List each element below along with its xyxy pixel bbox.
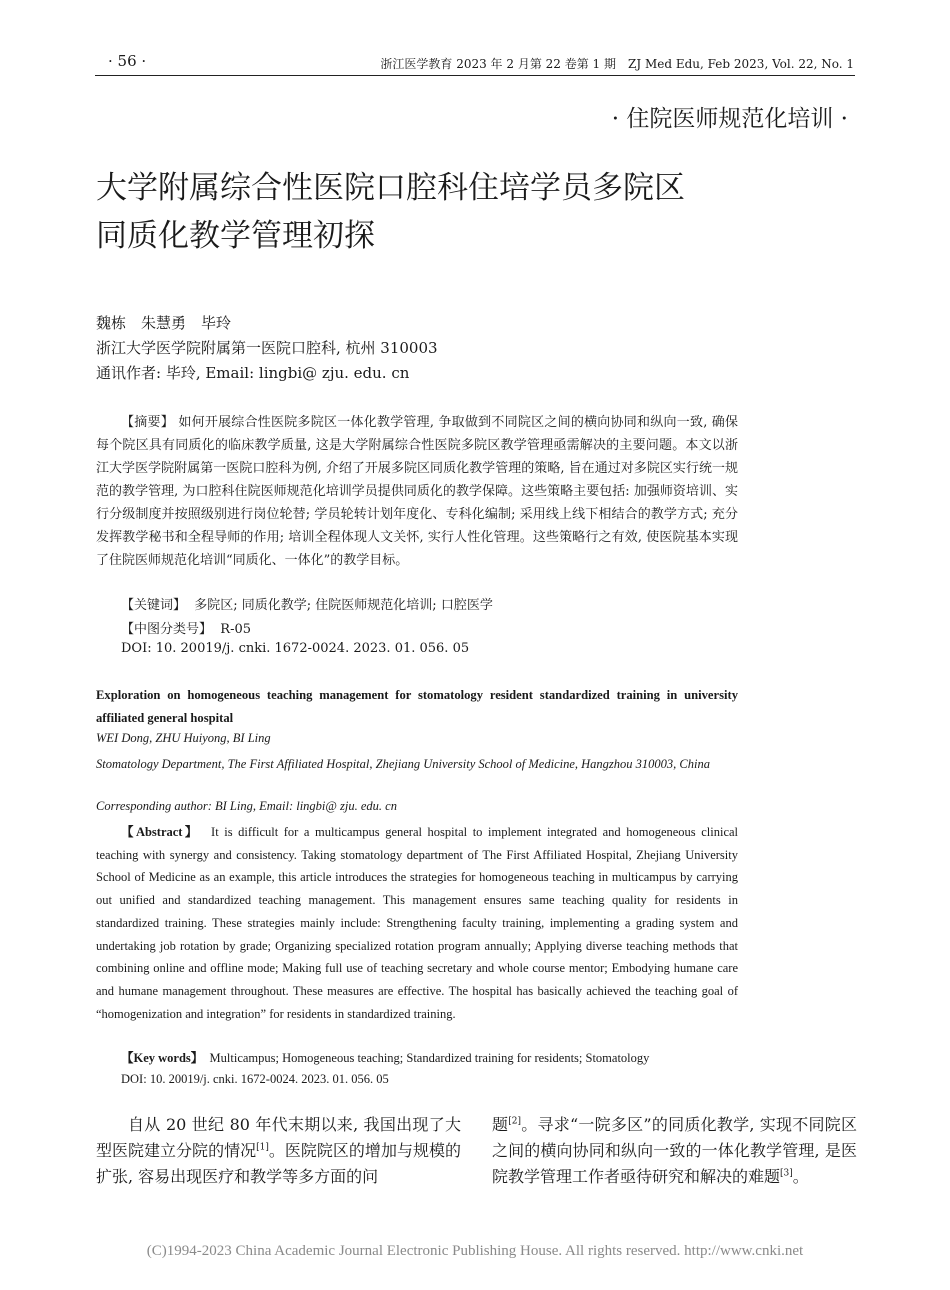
classification-code: R-05 bbox=[220, 622, 252, 637]
abstract-cn bbox=[96, 411, 738, 572]
keywords-cn-text: 多院区; 同质化教学; 住院医师规范化培训; 口腔医学 bbox=[194, 598, 493, 613]
affiliation: 浙江大学医学院附属第一医院口腔科, 杭州 310003 bbox=[96, 339, 438, 357]
citation-1[interactable]: [1] bbox=[256, 1142, 269, 1153]
page-number: · 56 · bbox=[108, 52, 147, 70]
body-text: 自从 20 世纪 80 年代末期以来, 我国出现了大型医院建立分院的情况 bbox=[96, 1115, 461, 1160]
english-title: Exploration on homogeneous teaching management for stomatology resident standardized training in university affiliated general hospital bbox=[96, 688, 738, 725]
keywords-en-text: Multicampus; Homogeneous teaching; Standardized training for residents; Stomatology bbox=[209, 1051, 650, 1065]
abstract-en-label: 【Abstract】 bbox=[121, 825, 200, 839]
body-column-right bbox=[492, 1112, 857, 1190]
corresponding-author: 通讯作者: 毕玲, Email: lingbi@ zju. edu. cn bbox=[96, 364, 410, 382]
english-authors: WEI Dong, ZHU Huiyong, BI Ling bbox=[96, 731, 271, 745]
citation-2[interactable]: [2] bbox=[508, 1116, 521, 1127]
doi-en: DOI: 10. 20019/j. cnki. 1672-0024. 2023. 01. 056. 05 bbox=[121, 1072, 389, 1086]
keywords-cn-label: 【关键词】 bbox=[121, 598, 187, 613]
article-title bbox=[96, 164, 796, 260]
abstract-en-text: It is difficult for a multicampus general hospital to implement integrated and homogeneous clinical teaching with synergy and consistency. Taking stomatology department of The First Affiliated Hospital, Zhejiang University School of Medicine as an example, this article introduces the strategies for homogeneous teaching in multicampus by carrying out unified and standardized teaching management. This management ensures same teaching quality for residents in standardized training. These strategies mainly include: Strengthening faculty training, implementing a grading system and undertaking job rotation by grade; Organizing specialized rotation program annually; Applying diverse teaching methods that combining online and offline mode; Making full use of teaching secretary and whole course mentor; Embodying humane care and humane management throughout. These measures are effective. The hospital has basically achieved the teaching goal of “homogenization and integration” for residents in standardized training. bbox=[96, 825, 739, 1021]
keywords-en bbox=[121, 1048, 649, 1066]
body-text: 。医院院区的增加与规模的扩张, 容易出现医疗和教学等多方面的问 bbox=[96, 1141, 461, 1186]
keywords-cn bbox=[121, 594, 493, 613]
abstract-cn-label: 【摘要】 bbox=[121, 415, 174, 430]
classification-cn bbox=[121, 618, 251, 637]
body-text: 题 bbox=[492, 1115, 509, 1134]
body-text: 。 bbox=[792, 1167, 809, 1186]
copyright-footer: (C)1994-2023 China Academic Journal Electronic Publishing House. All rights reserved. http://www.cnki.net bbox=[146, 1243, 804, 1259]
keywords-en-label: 【Key words】 bbox=[121, 1051, 204, 1065]
abstract-cn-text: 如何开展综合性医院多院区一体化教学管理, 争取做到不同院区之间的横向协同和纵向一致, 确保每个院区具有同质化的临床教学质量, 这是大学附属综合性医院多院区教学管理亟需解决的主要问题。本文以浙江大学医学院附属第一医院口腔科为例, 介绍了开展多院区同质化教学管理的策略, 旨在通过对多院区实行统一规范的教学管理, 为口腔科住院医师规范化培训学员提供同质化的教学保障。这些策略主要包括: 加强师资培训、实行分级制度并按照级别进行岗位轮替; 学员轮转计划年度化、专科化编制; 采用线上线下相结合的教学方式; 充分发挥教学秘书和全程导师的作用; 培训全程体现人文关怀, 实行人性化管理。这些策略行之有效, 使医院基本实现了住院医师规范化培训“同质化、一体化”的教学目标。 bbox=[96, 415, 738, 568]
classification-label: 【中图分类号】 bbox=[121, 622, 213, 637]
running-head: 浙江医学教育 2023 年 2 月第 22 卷第 1 期 ZJ Med Edu, Feb 2023, Vol. 22, No. 1 bbox=[380, 57, 854, 71]
header-rule bbox=[95, 75, 855, 76]
citation-3[interactable]: [3] bbox=[780, 1168, 793, 1179]
body-column-left bbox=[96, 1112, 461, 1190]
body-paragraph-1-cont bbox=[492, 1112, 857, 1190]
abstract-en bbox=[96, 821, 738, 1025]
body-paragraph-1 bbox=[96, 1112, 461, 1190]
column-label: · 住院医师规范化培训 · bbox=[611, 106, 848, 132]
body-text: 。寻求“一院多区”的同质化教学, 实现不同院区之间的横向协同和纵向一致的一体化教学管理, 是医院教学管理工作者亟待研究和解决的难题 bbox=[492, 1115, 857, 1186]
english-corresponding: Corresponding author: BI Ling, Email: lingbi@ zju. edu. cn bbox=[96, 799, 397, 813]
authors: 魏栋 朱慧勇 毕玲 bbox=[96, 314, 232, 332]
doi-cn: DOI: 10. 20019/j. cnki. 1672-0024. 2023. 01. 056. 05 bbox=[121, 641, 470, 656]
english-affiliation: Stomatology Department, The First Affiliated Hospital, Zhejiang University School of Medicine, Hangzhou 310003, China bbox=[96, 757, 710, 771]
title-line-2: 同质化教学管理初探 bbox=[96, 218, 375, 254]
title-line-1: 大学附属综合性医院口腔科住培学员多院区 bbox=[96, 170, 685, 206]
